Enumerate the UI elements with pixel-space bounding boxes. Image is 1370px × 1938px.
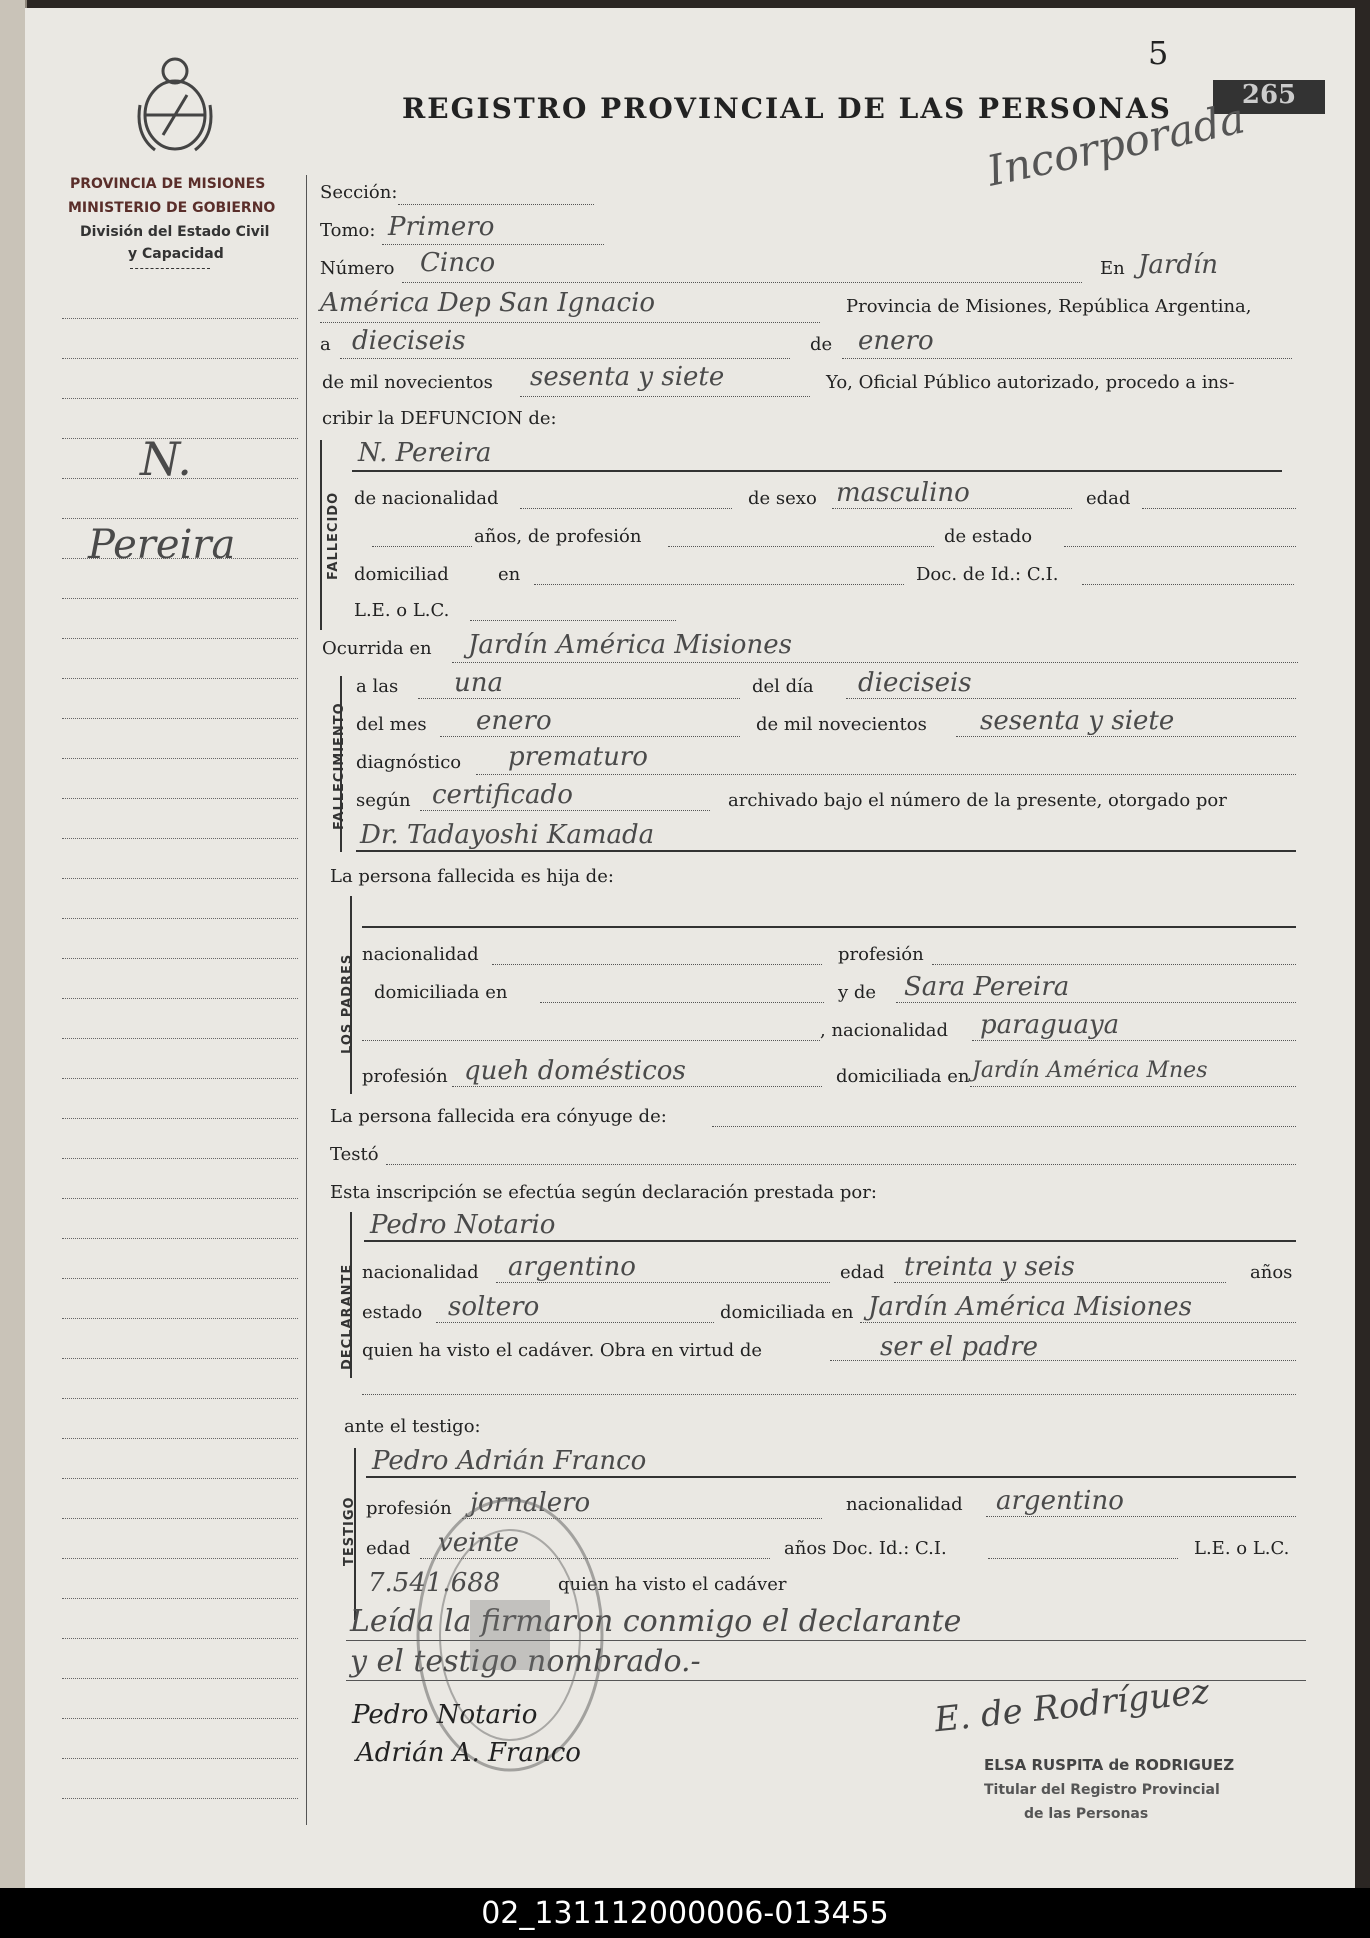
a-label: a [320,334,331,355]
inscribir-text: cribir la DEFUNCION de: [322,408,557,429]
fallecido-edad-label: edad [1086,488,1131,509]
testigo-nacionalidad-line [986,1516,1296,1517]
place-value: América Dep San Ignacio [320,288,656,318]
padre-nacionalidad-label: nacionalidad [362,944,479,965]
declarante-nacionalidad-line [496,1282,830,1283]
fallecido-edad-line [1142,508,1296,509]
declarante-extra-line [362,1394,1296,1395]
provincia-text: Provincia de Misiones, República Argentina, [846,296,1252,317]
place-line [320,322,820,323]
padre-domiciliada-line [540,1002,824,1003]
seccion-line [398,204,594,205]
tomo-value: Primero [388,212,495,242]
mil-label: de mil novecientos [322,372,493,393]
y-de-label: y de [838,982,877,1003]
doctor-line [356,850,1296,852]
numero-line [402,282,1082,283]
padre-name-line [362,926,1296,928]
margin-line [62,958,298,959]
header-division: División del Estado Civil [80,224,270,240]
margin-line [62,398,298,399]
testigo-nacionalidad-label: nacionalidad [846,1494,963,1515]
segun-line [420,810,710,811]
margin-line [62,1558,298,1559]
closing-line-2: y el testigo nombrado.- [350,1644,701,1679]
testigo-le-label: L.E. o L.C. [1194,1538,1290,1559]
page-number: 5 [1148,34,1169,72]
diagnostico-value: prematuro [508,742,648,772]
tomo-label: Tomo: [320,220,376,241]
tomo-line [382,244,604,245]
margin-line [62,1318,298,1319]
fallecido-sexo-line [832,508,1072,509]
madre-name: Sara Pereira [904,972,1070,1002]
diagnostico-line [476,774,1296,775]
testo-label: Testó [330,1144,379,1165]
testigo-edad-value: veinte [438,1528,519,1558]
coat-of-arms-emblem [135,55,215,155]
madre-name-line [896,1002,1296,1003]
declarante-domiciliada-label: domiciliada en [720,1302,854,1323]
margin-line [62,798,298,799]
declarante-estado-label: estado [362,1302,423,1323]
fallecido-name: N. Pereira [358,438,492,468]
padres-intro: La persona fallecida es hija de: [330,866,614,887]
conyuge-line [712,1126,1296,1127]
fallecido-name-line [352,470,1282,472]
signature-declarante: Pedro Notario [352,1700,538,1730]
testigo-visto-text: quien ha visto el cadáver [558,1574,787,1595]
archivado-text: archivado bajo el número de la presente, otorgado por [728,790,1227,811]
header-divider [130,268,210,269]
page-title: REGISTRO PROVINCIAL DE LAS PERSONAS [402,92,1172,125]
testigo-nacionalidad-value: argentino [996,1486,1124,1516]
margin-line [62,1678,298,1679]
margin-line [62,838,298,839]
madre-extra-line [362,1040,820,1041]
declarante-nacionalidad-value: argentino [508,1252,636,1282]
dia-line [340,358,790,359]
margin-line [62,1078,298,1079]
fallecido-anos-line [372,546,472,547]
fallecido-domicilio-label: domiciliad [354,564,449,585]
declarante-estado-value: soltero [448,1292,540,1322]
declarante-domiciliada-value: Jardín América Misiones [868,1292,1192,1322]
fallecimiento-dia-value: dieciseis [858,668,972,698]
madre-nacionalidad-line [972,1040,1296,1041]
margin-line [62,318,298,319]
margin-line [62,1158,298,1159]
madre-domiciliada-line [970,1086,1296,1087]
padre-profesion-label: profesión [838,944,924,965]
testo-line [386,1164,1296,1165]
margin-line [62,918,298,919]
declarante-domiciliada-line [860,1322,1296,1323]
fallecido-sexo-value: masculino [836,478,970,508]
testigo-doc-line [988,1558,1178,1559]
madre-domiciliada-label: domiciliada en [836,1066,970,1087]
folio-stamp: 265 [1213,80,1325,114]
fallecido-en-label: en [498,564,521,585]
margin-line [62,1118,298,1119]
padre-nacionalidad-line [492,964,822,965]
book-spine [0,0,27,1888]
official-signature: E. de Rodríguez [932,1671,1212,1741]
testigo-profesion-value: jornalero [470,1488,591,1518]
hora-value: una [454,668,503,698]
fallecido-domicilio-line [534,584,904,585]
conyuge-label: La persona fallecida era cónyuge de: [330,1106,667,1127]
anio-value: sesenta y siete [530,362,725,392]
margin-line [62,718,298,719]
fallecimiento-anio-value: sesenta y siete [980,706,1175,736]
fallecido-estado-line [1064,546,1296,547]
diagnostico-label: diagnóstico [356,752,462,773]
fallecimiento-mes-value: enero [476,706,552,736]
header-ministry: MINISTERIO DE GOBIERNO [68,200,276,216]
margin-line [62,638,298,639]
margin-line [62,1358,298,1359]
margin-initial: N. [140,432,192,486]
fallecido-anos-label: años, de profesión [474,526,642,547]
margin-line [62,1598,298,1599]
overwritten-note: Incorporada [982,93,1249,196]
margin-line [62,1038,298,1039]
padre-profesion-line [932,964,1296,965]
ocurrida-value: Jardín América Misiones [468,630,792,660]
header-capacity: y Capacidad [128,246,224,262]
official-title-stamp: Titular del Registro Provincial [984,1782,1220,1798]
testigo-edad-label: edad [366,1538,411,1559]
margin-line [62,598,298,599]
fallecido-doc-line [1082,584,1294,585]
fallecido-profesion-line [668,546,934,547]
mes-value: enero [858,326,934,356]
testigo-section-label: TESTIGO [342,1496,357,1566]
margin-line [62,758,298,759]
margin-line [62,1438,298,1439]
testigo-name: Pedro Adrián Franco [372,1446,647,1476]
del-mes-label: del mes [356,714,427,735]
header-province: PROVINCIA DE MISIONES [70,176,266,192]
margin-line [62,1238,298,1239]
madre-profesion-line [452,1086,822,1087]
margin-line [62,878,298,879]
declarante-nacionalidad-label: nacionalidad [362,1262,479,1283]
segun-value: certificado [432,780,573,810]
margin-line [62,1518,298,1519]
fallecido-nacionalidad-label: de nacionalidad [354,488,499,509]
margin-line [62,998,298,999]
margin-line [62,358,298,359]
fallecido-le-label: L.E. o L.C. [354,600,450,621]
seccion-label: Sección: [320,182,398,203]
padres-section-label: LOS PADRES [340,953,355,1054]
closing-line-1: Leída la firmaron conmigo el declarante [350,1604,962,1639]
margin-surname: Pereira [88,522,236,568]
margin-line [62,1398,298,1399]
ocurrida-line [452,662,1298,663]
declarante-estado-line [436,1322,714,1323]
margin-line [62,1638,298,1639]
margin-line [62,1758,298,1759]
margin-divider [306,175,307,1825]
en-value: Jardín [1138,250,1219,280]
madre-domiciliada-value: Jardín América Mnes [972,1058,1208,1083]
fallecido-sexo-label: de sexo [748,488,817,509]
en-label: En [1100,258,1125,279]
testigo-doc-value: 7.541.688 [368,1568,501,1598]
hora-line [418,698,740,699]
declarante-edad-label: edad [840,1262,885,1283]
madre-profesion-value: queh domésticos [464,1056,686,1086]
fallecido-section-label: FALLECIDO [326,491,341,580]
margin-line [62,1718,298,1719]
testigo-name-line [366,1476,1296,1478]
declarante-virtud-value: ser el padre [880,1332,1038,1362]
segun-label: según [356,790,411,811]
testigo-profesion-label: profesión [366,1498,452,1519]
madre-nacionalidad-value: paraguaya [980,1010,1120,1040]
fallecido-doc-label: Doc. de Id.: C.I. [916,564,1059,585]
madre-nacionalidad-label: , nacionalidad [820,1020,949,1041]
declarante-virtud-line [830,1360,1296,1361]
numero-value: Cinco [420,248,496,278]
signature-testigo: Adrián A. Franco [356,1738,581,1768]
doctor-value: Dr. Tadayoshi Kamada [360,820,655,850]
official-office-stamp: de las Personas [1024,1806,1149,1822]
fallecimiento-mil-label: de mil novecientos [756,714,927,735]
anio-line [520,396,810,397]
mes-line [842,358,1292,359]
margin-line [62,1798,298,1799]
madre-profesion-label: profesión [362,1066,448,1087]
margin-line [62,518,298,519]
fallecido-bracket [320,440,322,630]
declarante-edad-value: treinta y seis [904,1252,1075,1282]
testigo-anos-doc-label: años Doc. Id.: C.I. [784,1538,947,1559]
fallecimiento-anio-line [956,736,1296,737]
ocurrida-label: Ocurrida en [322,638,432,659]
declarante-visto-text: quien ha visto el cadáver. Obra en virtud de [362,1340,763,1361]
image-caption: 02_131112000006-013455 [481,1896,889,1931]
dia-value: dieciseis [352,326,466,356]
margin-line [62,1278,298,1279]
del-dia-label: del día [752,676,814,697]
declarante-section-label: DECLARANTE [340,1263,355,1370]
fallecido-nacionalidad-line [520,508,732,509]
declarante-name-line [364,1240,1296,1242]
fallecimiento-mes-line [440,736,740,737]
margin-line [62,1198,298,1199]
a-las-label: a las [356,676,399,697]
testigo-intro: ante el testigo: [344,1416,481,1437]
declarante-edad-line [894,1282,1226,1283]
fallecimiento-section-label: FALLECIMIENTO [332,702,347,830]
declarante-name: Pedro Notario [370,1210,556,1240]
official-round-stamp [410,1490,610,1780]
fallecido-le-line [470,620,676,621]
declaracion-text: Esta inscripción se efectúa según declaración prestada por: [330,1182,877,1203]
margin-line [62,1478,298,1479]
fallecimiento-dia-line [846,698,1296,699]
de-label: de [810,334,833,355]
fallecido-estado-label: de estado [944,526,1033,547]
padre-domiciliada-label: domiciliada en [374,982,508,1003]
official-name-stamp: ELSA RUSPITA de RODRIGUEZ [984,1756,1235,1774]
numero-label: Número [320,258,395,279]
margin-line [62,678,298,679]
oficial-text: Yo, Oficial Público autorizado, procedo a ins- [826,372,1235,393]
declarante-anos-label: años [1250,1262,1293,1283]
